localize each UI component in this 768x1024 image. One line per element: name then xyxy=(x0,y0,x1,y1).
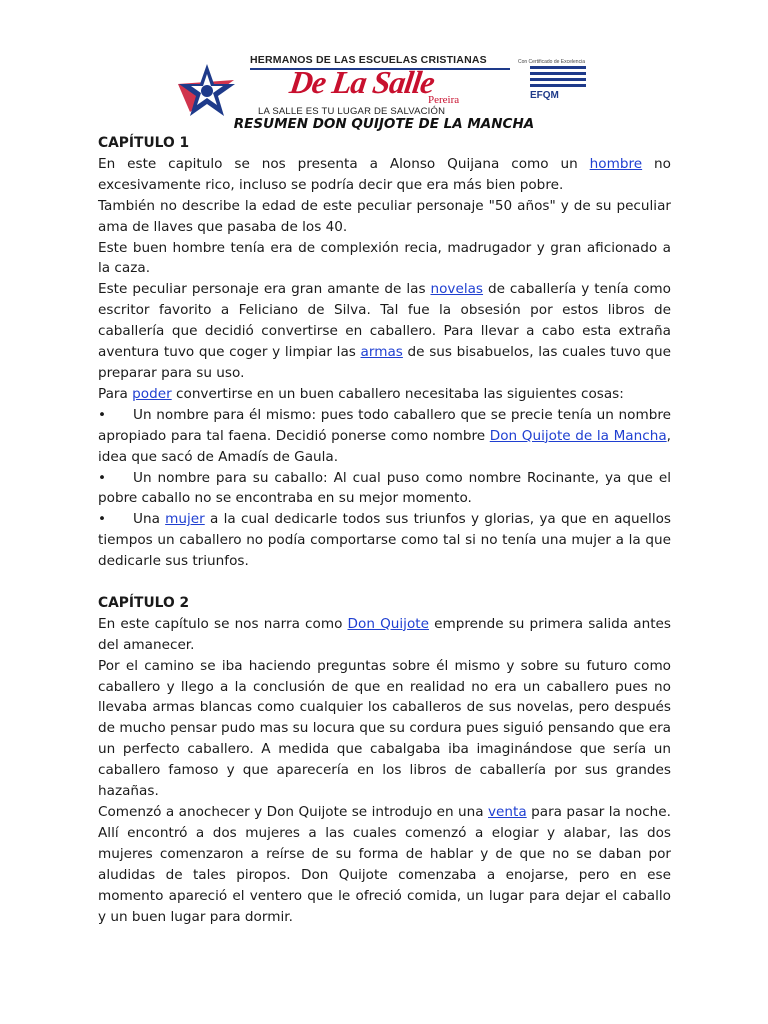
chapter-2-paragraph-3: Comenzó a anochecer y Don Quijote se introdujo en una venta para pasar la noche. Allí encontró a dos mujeres a las cuales comenzó a elogiar y alabar, las dos mujeres comenzaron a reírse de su forma de hablar y de que no se daban por aludidas de tales piropos. Don Quijote comenzaba a enojarse, pero en ese momento apareció el ventero que le ofreció comida, un lugar para dejar el caballo y un buen lugar para dormir. xyxy=(98,803,671,925)
chapter-1-paragraph-5: Para poder convertirse en un buen caballero necesitaba las siguientes cosas: xyxy=(98,385,624,402)
link-novelas[interactable]: novelas xyxy=(430,281,484,298)
efqm-stripes xyxy=(530,66,586,87)
school-header xyxy=(170,50,600,116)
school-star-logo xyxy=(176,62,238,118)
header-certificate: Con Certificado de Excelencia xyxy=(518,59,585,65)
link-venta[interactable]: venta xyxy=(488,803,527,820)
link-mujer[interactable]: mujer xyxy=(165,511,205,528)
link-don-quijote-de-la-mancha[interactable]: Don Quijote de la Mancha xyxy=(489,427,667,444)
bullet-item-3: • Una mujer a la cual dedicarle todos sus triunfos y glorias, ya que en aquellos tiempos un caballero no podía comportarse como tal si no tenía una mujer a la que dedicarle sus triunfos. xyxy=(98,511,671,570)
header-city: Pereira xyxy=(428,94,460,106)
chapter-1-heading: CAPÍTULO 1 xyxy=(98,135,190,151)
link-armas[interactable]: armas xyxy=(360,344,403,361)
chapter-2-paragraph-1: En este capítulo se nos narra como Don Quijote emprende su primera salida antes del amanecer. xyxy=(98,615,671,653)
link-don-quijote[interactable]: Don Quijote xyxy=(347,615,429,632)
header-org-name: HERMANOS DE LAS ESCUELAS CRISTIANAS xyxy=(250,54,487,66)
efqm-logo xyxy=(530,66,586,116)
header-slogan: LA SALLE ES TU LUGAR DE SALVACIÓN xyxy=(258,106,446,117)
chapter-1-paragraph-2: También no describe la edad de este peculiar personaje "50 años" y de su peculiar ama de llaves que pasaba de los 40. xyxy=(98,197,671,235)
link-poder[interactable]: poder xyxy=(132,385,172,402)
chapter-1-paragraph-4: Este peculiar personaje era gran amante de las novelas de caballería y tenía como escritor favorito a Feliciano de Silva. Tal fue la obsesión por estos libros de caballería que decidió convertirse en caballero. Para llevar a cabo esta extraña aventura tuvo que coger y limpiar las armas de sus bisabuelos, las cuales tuvo que preparar para su uso. xyxy=(98,281,671,381)
paragraph-spacer xyxy=(98,572,671,593)
chapter-2-heading: CAPÍTULO 2 xyxy=(98,594,190,611)
efqm-label: EFQM xyxy=(530,90,559,101)
chapter-2-paragraph-2: Por el camino se iba haciendo preguntas sobre él mismo y sobre su futuro como caballero y llego a la conclusión de que en realidad no era un caballero pues no llevaba armas blancas como cualquier los caballeros de sus novelas, pero después de mucho pensar pudo mas su locura que su cordura pues siguió pensando que era un perfecto caballero. A medida que cabalgaba iba imaginándose que sería un caballero famoso y que aparecería en los libros de caballería por sus grandes hazañas. xyxy=(98,657,671,800)
bullet-marker: • xyxy=(98,511,107,528)
chapter-1-paragraph-1: En este capitulo se nos presenta a Alonso Quijana como un hombre no excesivamente rico, incluso se podría decir que era más bien pobre. xyxy=(98,155,671,193)
link-hombre[interactable]: hombre xyxy=(589,155,643,172)
brand-logo-text: De La Salle xyxy=(287,64,437,100)
chapter-1-paragraph-3: Este buen hombre tenía era de complexión recia, madrugador y gran aficionado a la caza. xyxy=(98,239,671,277)
bullet-item-1: • Un nombre para él mismo: pues todo caballero que se precie tenía un nombre apropiado para tal faena. Decidió ponerse como nombre Don Quijote de la Mancha, idea que sacó de Amadís de Gaula. xyxy=(98,406,671,465)
bullet-item-2: • Un nombre para su caballo: Al cual puso como nombre Rocinante, ya que el pobre caballo no se encontraba en su mejor momento. xyxy=(98,469,671,507)
bullet-marker: • xyxy=(98,469,107,486)
document-title: RESUMEN DON QUIJOTE DE LA MANCHA xyxy=(233,116,535,132)
bullet-marker: • xyxy=(98,406,107,423)
document-body xyxy=(98,133,671,927)
